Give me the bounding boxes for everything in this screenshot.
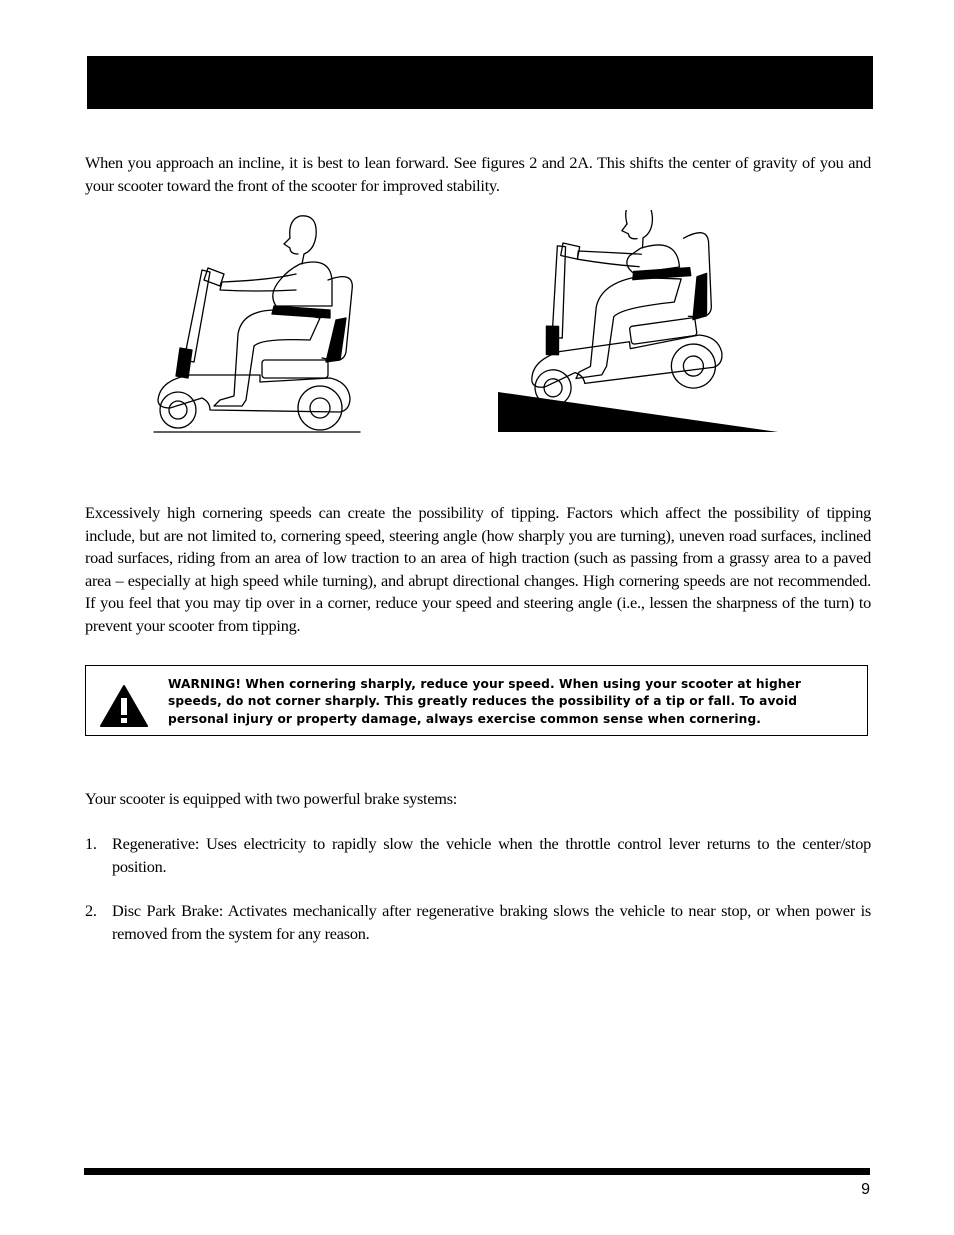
scooter-level-figure [150,210,362,434]
section-header-bar [87,56,873,109]
page-number: 9 [861,1181,870,1198]
list-item-number: 1. [85,834,97,853]
warning-icon [99,684,149,728]
cornering-paragraph: Excessively high cornering speeds can create the possibility of tipping. Factors which affect the possibility of tipping include, but are not limited to, cornering speed, steering angle (how sharply you are turning), uneven road surfaces, inclined road surfaces, riding from an area of low traction to an area of high traction (such as passing from a grassy area to a paved area – especially at high speed while turning), and abrupt directional changes. High cornering speeds are not recommended. If you feel that you may tip over in a corner, reduce your speed and steering angle (i.e., lessen the sharpness of the turn) to prevent your scooter from tipping. [85,503,871,635]
brakes-intro-paragraph: Your scooter is equipped with two powerful brake systems: [85,789,458,808]
list-item-text: Regenerative: Uses electricity to rapidly slow the vehicle when the throttle control lever returns to the center/stop position. [112,834,871,876]
incline-ramp [498,392,778,432]
incline-paragraph: When you approach an incline, it is best to lean forward. See figures 2 and 2A. This shifts the center of gravity of you and your scooter toward the front of the scooter for improved stability. [85,153,871,195]
scooter-incline-figure [496,210,782,434]
list-item-number: 2. [85,901,97,920]
warning-box [85,665,868,736]
warning-text: WARNING! When cornering sharply, reduce your speed. When using your scooter at higher speeds, do not corner sharply. This greatly reduces the possibility of a tip or fall. To avoid personal injury or property damage, always exercise common sense when cornering. [168,677,802,726]
footer-rule [84,1168,870,1175]
list-item-text: Disc Park Brake: Activates mechanically after regenerative braking slows the vehicle to near stop, or when power is removed from the system for any reason. [112,901,871,943]
